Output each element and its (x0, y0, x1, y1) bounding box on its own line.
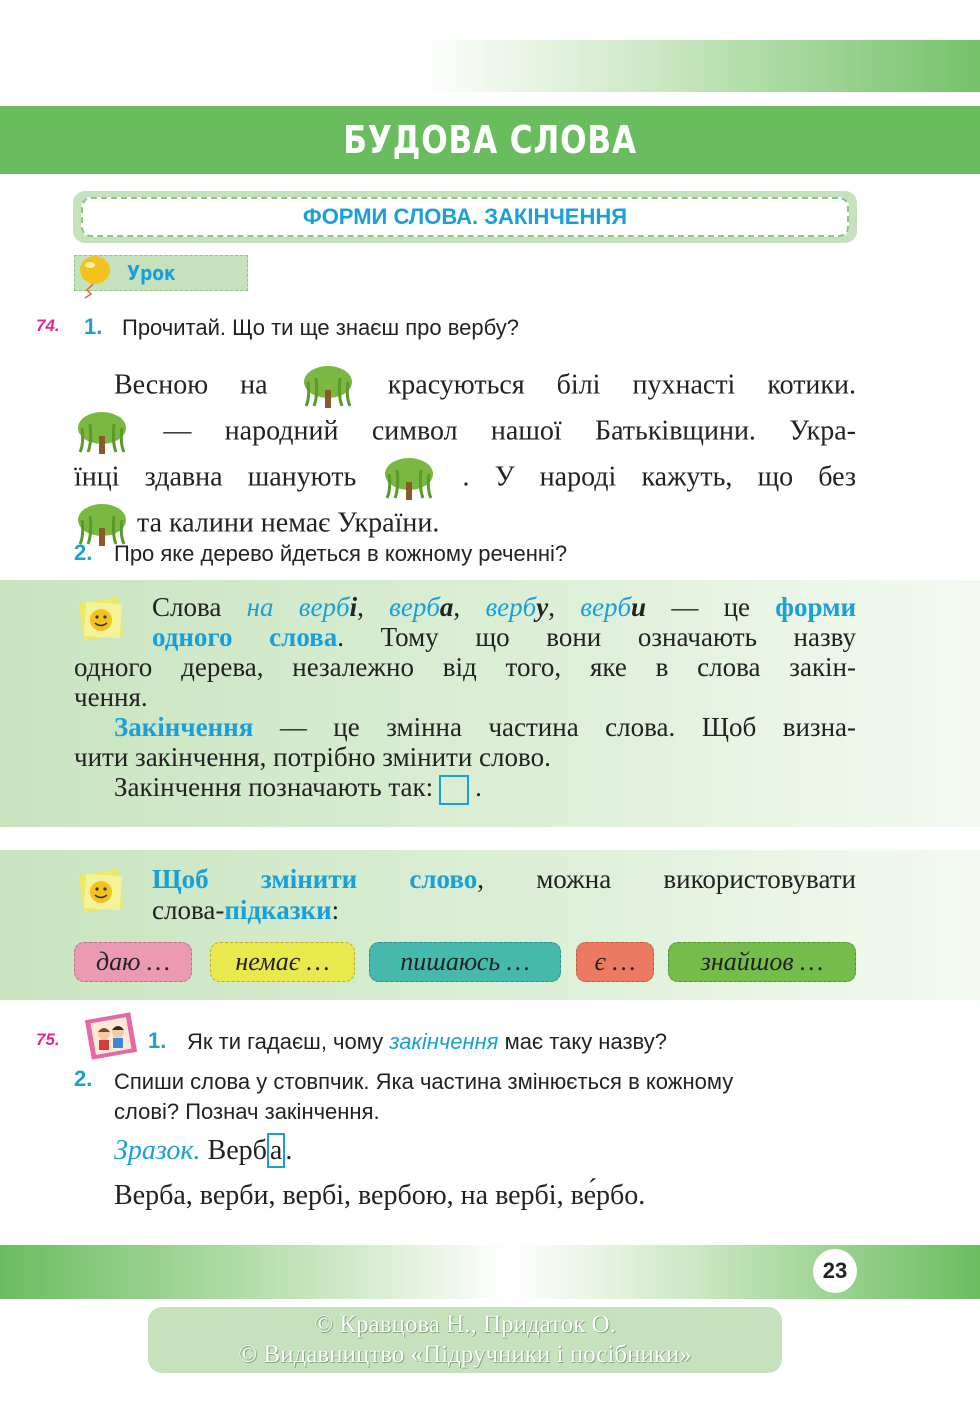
sample-line (114, 1135, 292, 1167)
rule-fragment: Слова (152, 592, 222, 622)
top-decor-band (420, 40, 980, 92)
chapter-band (0, 106, 980, 174)
rule-term: Щоб змінити слово (152, 864, 478, 894)
rule-fragment: чити закінчення, потрібно змінити слово. (74, 742, 551, 772)
step-number: 1. (148, 1028, 167, 1053)
reading-fragment: Весною на (114, 369, 268, 401)
hint-word-pill (369, 942, 561, 982)
step-number: 2. (74, 540, 93, 565)
rule-term: форми (775, 592, 857, 622)
exercise-number-74: 74. (36, 316, 60, 335)
reading-fragment: — народний символ нашої Батьківщини. Укра- (163, 415, 856, 447)
rule-fragment: на (246, 592, 274, 622)
ending-mark-box (439, 775, 469, 805)
rule-term: підказки (224, 895, 332, 925)
rule-term: Закінчення (114, 712, 254, 742)
reading-fragment: красуються білі пухнасті котики. (387, 369, 857, 401)
hint-word: немає … (235, 947, 330, 976)
topic-inner (81, 197, 849, 237)
sample-ending: а (267, 1133, 285, 1168)
step-number: 1. (84, 314, 103, 339)
hint-word-pill (210, 942, 355, 982)
ending-letter: и (631, 592, 647, 622)
step-number: 2. (74, 1066, 93, 1091)
hint-word-pill (668, 942, 856, 982)
instruction-text: Прочитай. Що ти ще знаєш про вербу? (122, 315, 519, 340)
ending-letter: у (536, 592, 549, 622)
rule-fragment: , можна використовувати (477, 864, 856, 894)
rule-text-hints (74, 864, 856, 926)
rule-text-forms (74, 592, 856, 805)
copyright-authors: © Кравцова Н., Придаток О. (314, 1311, 616, 1338)
ending-letter: і (349, 592, 358, 622)
instruction-fragment: слові? Познач закінчення. (114, 1099, 380, 1124)
exercise-number-75: 75. (36, 1030, 60, 1049)
instruction-text (187, 1029, 667, 1055)
willow-tree-icon (300, 364, 356, 410)
sample-fragment: . (285, 1135, 293, 1166)
sample-label: Зразок. (114, 1135, 201, 1166)
hint-word-pill (576, 942, 654, 982)
rule-fragment: : (331, 895, 340, 925)
rule-fragment: , (548, 592, 555, 622)
willow-tree-icon (74, 410, 130, 456)
copyright-box (148, 1307, 782, 1373)
copyright-publisher: © Видавництво «Підручники і посібники» (238, 1341, 692, 1368)
rule-fragment: — це (671, 592, 751, 622)
instruction-fragment: має таку назву? (504, 1029, 667, 1054)
instruction-fragment: Як ти гадаєш, чому (187, 1029, 384, 1054)
rule-fragment: , (453, 592, 461, 622)
page-number: 23 (813, 1249, 857, 1293)
willow-tree-icon (381, 456, 437, 502)
lesson-tag (74, 255, 248, 291)
word-list: Верба, верби, вербі, вербою, на вербі, ве́рбо. (114, 1180, 646, 1211)
rule-fragment: одного дерева, незалежно від того, яке в слова закін- (74, 652, 856, 682)
rule-fragment: . Тому що вони означають назву (337, 622, 856, 652)
instruction-fragment: Спиши слова у стовпчик. Яка частина змінюється в кожному (114, 1069, 734, 1094)
rule-fragment: верб (298, 592, 350, 622)
rule-fragment: чення. (74, 682, 148, 712)
instruction-term: закінчення (389, 1029, 499, 1054)
lesson-label: Урок (127, 261, 176, 285)
reading-fragment: . У народі кажуть, що без (462, 461, 857, 493)
hint-word: пишаюсь … (400, 947, 530, 976)
hint-word: є … (594, 947, 636, 976)
reading-text (74, 364, 856, 548)
rule-fragment: верб (389, 592, 440, 622)
rule-fragment: . (475, 772, 482, 802)
rule-fragment: верб (580, 592, 632, 622)
instruction-text (114, 1067, 856, 1127)
instruction-text: Про яке дерево йдеться в кожному реченні? (114, 541, 568, 566)
rule-fragment: Закінчення позначають так: (114, 772, 434, 802)
rule-fragment: слова- (152, 895, 225, 925)
topic-title: ФОРМИ СЛОВА. ЗАКІНЧЕННЯ (302, 204, 628, 229)
sample-stem: Верб (207, 1135, 267, 1166)
rule-term: одного слова (152, 622, 338, 652)
ending-letter: а (439, 592, 454, 622)
hint-word-pill (74, 942, 192, 982)
kids-picture-icon (84, 1012, 138, 1060)
rule-fragment: верб (485, 592, 537, 622)
reading-fragment: та калини немає України. (137, 507, 440, 539)
hint-word: знайшов … (700, 947, 824, 976)
topic-box (73, 191, 857, 243)
rule-fragment: — це змінна частина слова. Щоб визна- (279, 712, 857, 742)
reading-fragment: їнці здавна шанують (74, 461, 357, 493)
balloon-icon (77, 254, 117, 300)
hint-word: даю … (95, 947, 171, 976)
rule-fragment: , (357, 592, 364, 622)
chapter-title: БУДОВА СЛОВА (343, 118, 637, 162)
